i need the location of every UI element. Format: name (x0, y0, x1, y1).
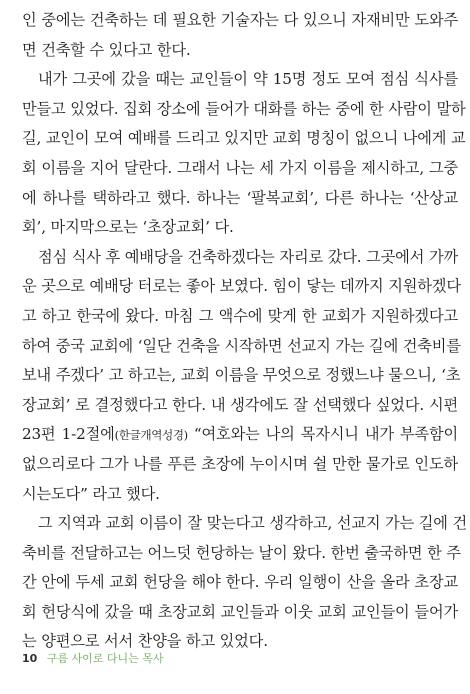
text-line: 장교회’ 로 결정했다고 한다. 내 생각에도 잘 선택했다 싶었다. 시편 (22, 395, 458, 414)
text-line: 에 하나를 택하라고 했다. 하나는 ‘팔복교회’, 다른 하나는 ‘산상교 (22, 188, 458, 207)
text-line: 내가 그곳에 갔을 때는 교인들이 약 15명 정도 모여 점심 식사를 (38, 70, 458, 89)
text-line: 만들고 있었다. 집회 장소에 들어가 대화를 하는 중에 한 사람이 말하 (22, 99, 466, 118)
text-line: 운 곳으로 예배당 터로는 좋아 보였다. 힘이 닿는 데까지 지원하겠다 (22, 277, 461, 296)
text-line: 회’, 마지막으로는 ‘초장교회’ 다. (22, 218, 234, 237)
text-line (22, 420, 458, 450)
text-line: 시는도다” 라고 했다. (22, 484, 160, 503)
text-line: 없으리로다 그가 나를 푸른 초장에 누이시며 쉴 만한 물가로 인도하 (22, 454, 458, 473)
running-title: 구름 사이로 다니는 목사 (46, 652, 164, 665)
bible-version-note: (한글개역성경) (114, 428, 188, 443)
text-line: 회 이름을 지어 달란다. 그래서 나는 세 가지 이름을 제시하고, 그중 (22, 158, 458, 177)
text-line: 는 양편으로 서서 찬양을 하고 있었다. (22, 632, 268, 651)
page-footer (22, 652, 164, 666)
text-line: 길, 교인이 모여 예배를 드리고 있지만 교회 명칭이 없으니 나에게 교 (22, 129, 466, 148)
text-line: 면 건축할 수 있다고 한다. (22, 40, 191, 59)
text-line: 회 헌당식에 갔을 때 초장교회 교인들과 이웃 교회 교인들이 들어가 (22, 602, 458, 621)
text-line: 인 중에는 건축하는 데 필요한 기술자는 다 있으니 자재비만 도와주 (22, 11, 458, 29)
text-line: 고 하고 한국에 왔다. 마침 그 액수에 맞게 한 교회가 지원하겠다고 (22, 306, 458, 325)
body-text (22, 6, 468, 657)
page-number: 10 (22, 652, 38, 665)
text-line: 하여 중국 교회에 ‘일단 건축을 시작하면 선교지 가는 길에 건축비를 (22, 336, 461, 355)
text-line: 보내 주겠다’ 고 하고는, 교회 이름을 무엇으로 정했느냐 물으니, ‘초 (22, 366, 461, 385)
verse-quote: “여호와는 나의 목자시니 내가 부족함이 (187, 425, 458, 444)
text-line: 점심 식사 후 예배당을 건축하겠다는 자리로 갔다. 그곳에서 가까 (38, 247, 458, 266)
text-line: 간 안에 두세 교회 헌당을 해야 한다. 우리 일행이 산을 올라 초장교 (22, 573, 458, 592)
verse-reference: 23편 1-2절에 (22, 425, 115, 444)
text-line: 그 지역과 교회 이름이 잘 맞는다고 생각하고, 선교지 가는 길에 건 (38, 514, 468, 533)
text-line: 축비를 전달하고는 어느덧 헌당하는 날이 왔다. 한번 출국하면 한 주 (22, 543, 461, 562)
